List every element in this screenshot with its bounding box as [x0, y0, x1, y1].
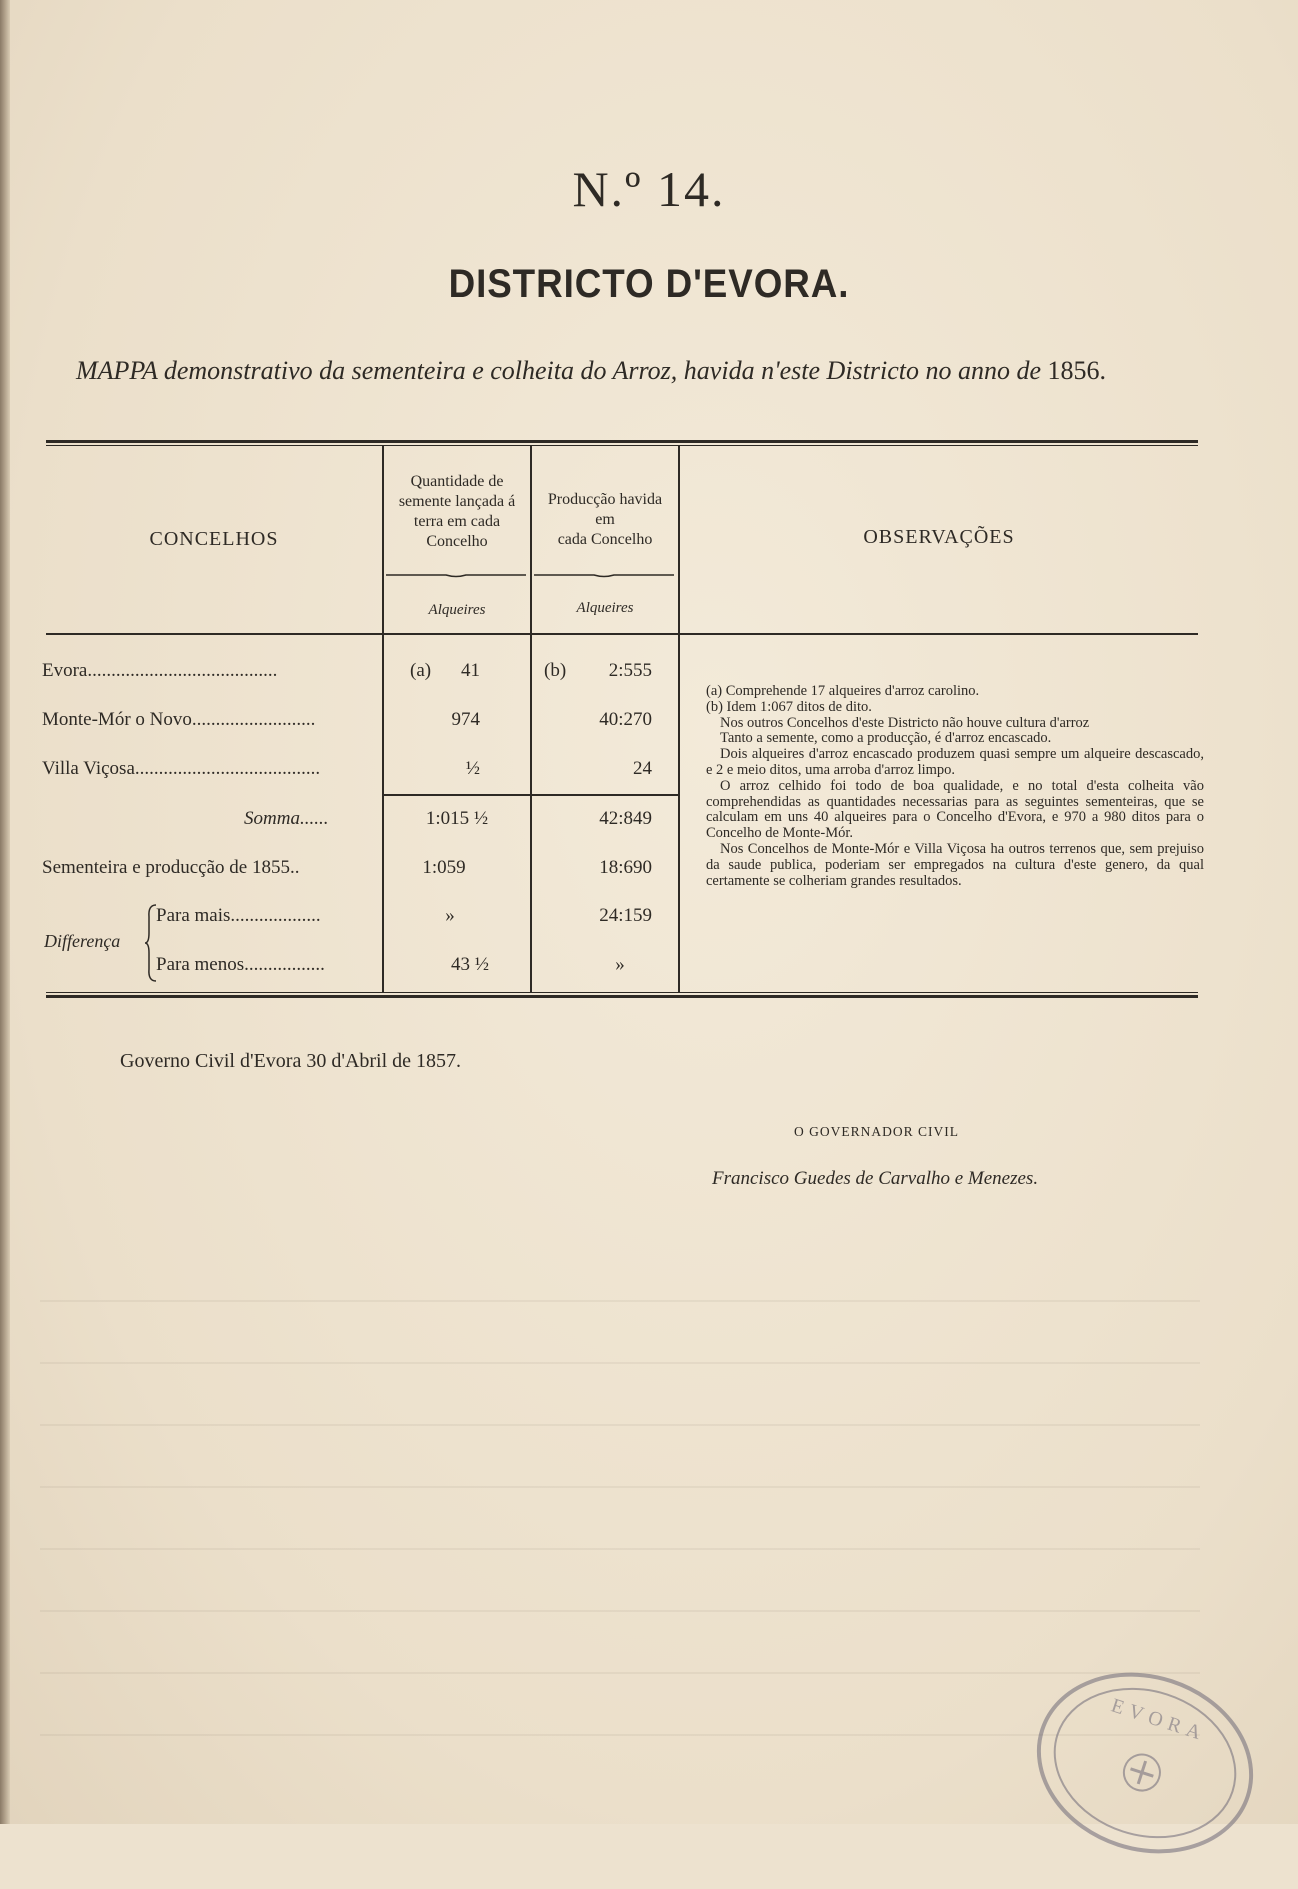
- header-bottom-rule: [46, 633, 1198, 635]
- brace-decoration: [386, 572, 526, 578]
- header-semente-line: terra em cada: [413, 513, 501, 530]
- header-producao-line: cada Concelho: [557, 531, 653, 548]
- observation-note-b: (b) Idem 1:067 ditos de dito.: [706, 698, 872, 715]
- producao-evora: 2:555: [608, 660, 652, 681]
- row-label-evora: Evora........................................: [42, 660, 278, 681]
- table-top-rule-thin: [46, 445, 1198, 446]
- place-and-date: Governo Civil d'Evora 30 d'Abril de 1857.: [120, 1050, 462, 1072]
- district-title: DISTRICTO D'EVORA.: [448, 262, 850, 306]
- governor-signature: Francisco Guedes de Carvalho e Menezes.: [712, 1168, 1039, 1189]
- header-producao-line: Producção havida: [547, 491, 663, 508]
- note-marker-a: (a): [410, 660, 432, 681]
- subtitle-year: 1856.: [1047, 356, 1107, 385]
- semente-evora: 41: [461, 660, 480, 681]
- somma-rule: [383, 794, 679, 796]
- map-number: N.º 14.: [572, 161, 726, 217]
- row-label-somma: Somma......: [244, 808, 329, 829]
- semente-somma: 1:015 ½: [425, 808, 489, 829]
- unit-semente: Alqueires: [428, 602, 486, 618]
- table-top-rule: [46, 440, 1198, 443]
- header-semente-line: Quantidade de: [410, 473, 504, 490]
- table-bottom-rule-thin: [46, 992, 1198, 993]
- governor-title: O GOVERNADOR CIVIL: [794, 1124, 959, 1139]
- producao-somma: 42:849: [599, 808, 652, 829]
- unit-producao: Alqueires: [576, 600, 634, 616]
- observation-paragraph: O arroz celhido foi todo de boa qualidade, e no total d'esta colheita vão comprehendidas as quantidades necessarias para as seguintes sementeiras, que se calculam em uns 40 alqueires para o Concelho d'Evora, e 970 a 980 ditos para o Concelho de Monte-Mór.: [706, 777, 1204, 842]
- header-producao-line: em: [595, 511, 615, 528]
- semente-monte-mor: 974: [451, 709, 480, 730]
- map-subtitle: [76, 356, 1176, 386]
- header-producao: [532, 490, 678, 550]
- producao-villa-vicosa: 24: [633, 758, 652, 779]
- brace-decoration: [534, 572, 674, 578]
- producao-para-menos: »: [615, 954, 625, 975]
- note-marker-b: (b): [544, 660, 567, 681]
- stamp-text: EVORA: [1108, 1694, 1210, 1746]
- header-semente-line: semente lançada á: [398, 493, 516, 510]
- observations-text: [706, 684, 1204, 889]
- semente-villa-vicosa: ½: [465, 758, 480, 779]
- header-semente-line: Concelho: [426, 533, 488, 550]
- row-label-para-menos: Para menos.................: [156, 954, 325, 975]
- row-label-para-mais: Para mais...................: [156, 905, 321, 926]
- bleed-through: [40, 1240, 1200, 1740]
- header-semente: [384, 472, 530, 552]
- semente-para-mais: »: [445, 905, 455, 926]
- observation-note-a: (a) Comprehende 17 alqueires d'arroz carolino.: [706, 683, 980, 699]
- semente-para-menos: 43 ½: [451, 954, 489, 975]
- row-label-differenca: Differença: [44, 931, 121, 951]
- header-concelhos: CONCELHOS: [149, 528, 279, 550]
- observation-paragraph: Nos outros Concelhos d'este Districto não houve cultura d'arroz: [720, 714, 1090, 731]
- observation-paragraph: Dois alqueires d'arroz encascado produzem quasi sempre um alqueire descascado, e 2 e meio ditos, uma arroba d'arroz limpo.: [706, 746, 1204, 778]
- producao-para-mais: 24:159: [599, 905, 652, 926]
- table-bottom-rule: [46, 995, 1198, 998]
- book-spine: [0, 0, 10, 1824]
- observation-paragraph: Tanto a semente, como a producção, é d'arroz encascado.: [720, 730, 1052, 747]
- header-observacoes: OBSERVAÇÕES: [863, 526, 1015, 548]
- subtitle-text: MAPPA demonstrativo da sementeira e colheita do Arroz, havida n'este Districto no anno de: [76, 356, 1042, 385]
- row-label-villa-vicosa: Villa Viçosa.......................................: [42, 758, 321, 779]
- semente-1855: 1:059: [422, 857, 466, 878]
- producao-monte-mor: 40:270: [599, 709, 652, 730]
- producao-1855: 18:690: [599, 857, 652, 878]
- observation-paragraph: Nos Concelhos de Monte-Mór e Villa Viçosa ha outros terrenos que, sem prejuiso da saude publica, poderiam ser empregados na cultura d'este genero, da qual certamente se colheriam grandes resultados.: [706, 840, 1204, 889]
- row-label-sementeira-1855: Sementeira e producção de 1855..: [42, 857, 300, 878]
- row-label-monte-mor: Monte-Mór o Novo..........................: [42, 709, 316, 730]
